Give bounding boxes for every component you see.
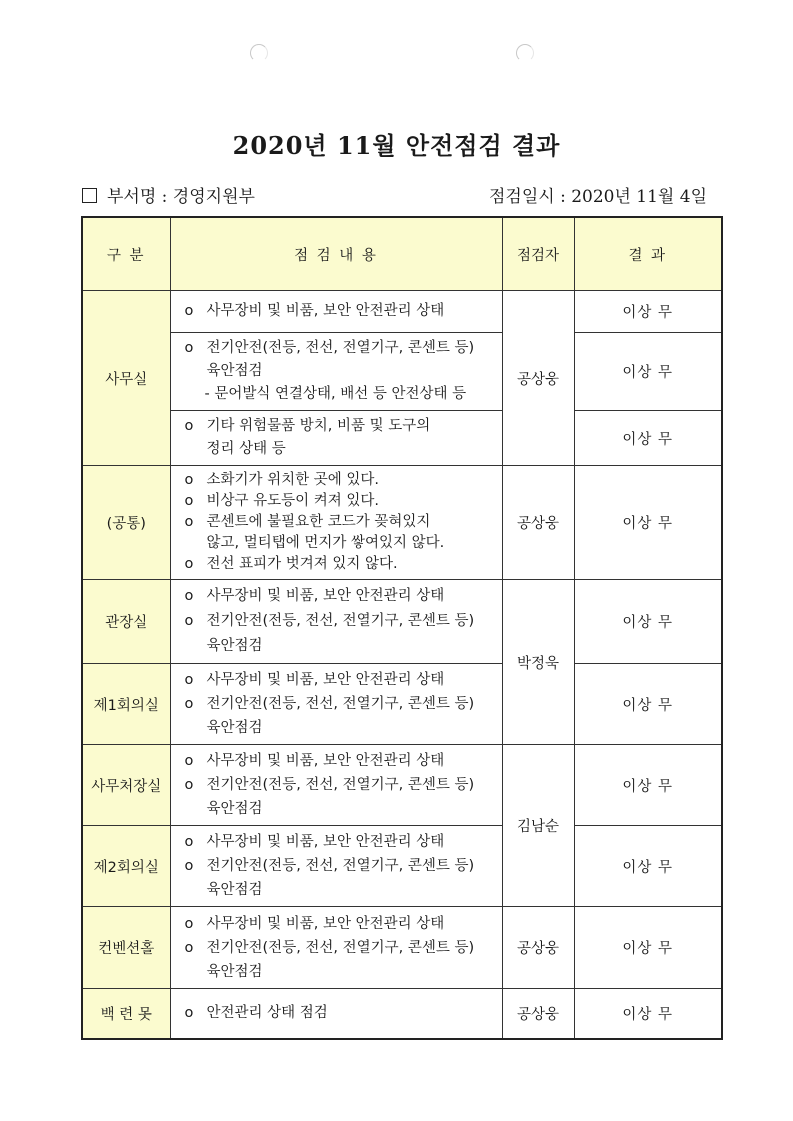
inspector-cell: 박정욱	[502, 580, 574, 745]
category-cell: 사무실	[82, 291, 170, 466]
header-result: 결 과	[574, 217, 722, 291]
table-row	[82, 745, 722, 826]
inspector-cell: 공상웅	[502, 989, 574, 1039]
category-cell: 관장실	[82, 580, 170, 664]
content-cell: o 소화기가 위치한 곳에 있다. o 비상구 유도등이 켜져 있다. o 콘센트에 불필요한 코드가 꽂혀있지 않고, 멀티탭에 먼지가 쌓여있지 않다. o 전선 표피가 벗겨져 있지 않다.	[170, 466, 502, 580]
punch-hole-left	[250, 44, 268, 62]
inspection-table	[81, 216, 723, 1040]
table-row	[82, 411, 722, 466]
result-cell: 이상 무	[574, 664, 722, 745]
content-cell: o 사무장비 및 비품, 보안 안전관리 상태 o 전기안전(전등, 전선, 전열기구, 콘센트 등) 육안점검	[170, 826, 502, 907]
result-cell: 이상 무	[574, 989, 722, 1039]
category-cell: 백 련 못	[82, 989, 170, 1039]
inspector-cell: 공상웅	[502, 466, 574, 580]
result-cell: 이상 무	[574, 291, 722, 333]
table-row	[82, 907, 722, 989]
category-cell: 사무처장실	[82, 745, 170, 826]
content-cell: o 기타 위험물품 방치, 비품 및 도구의 정리 상태 등	[170, 411, 502, 466]
header-content: 점 검 내 용	[170, 217, 502, 291]
checkbox-icon	[82, 188, 97, 203]
content-cell: o 사무장비 및 비품, 보안 안전관리 상태 o 전기안전(전등, 전선, 전열기구, 콘센트 등) 육안점검	[170, 580, 502, 664]
department-name: 부서명 : 경영지원부	[107, 187, 255, 207]
result-cell: 이상 무	[574, 907, 722, 989]
table-row	[82, 989, 722, 1039]
table-row	[82, 580, 722, 664]
inspection-date: 점검일시 : 2020년 11월 4일	[488, 187, 707, 207]
result-cell: 이상 무	[574, 411, 722, 466]
department-line	[82, 182, 255, 207]
content-cell: o 전기안전(전등, 전선, 전열기구, 콘센트 등) 육안점검 - 문어발식 연결상태, 배선 등 안전상태 등	[170, 333, 502, 411]
inspector-cell: 김남순	[502, 745, 574, 907]
table-header-row	[82, 217, 722, 291]
punch-hole-right	[516, 44, 534, 62]
page-title: 2020년 11월 안전점검 결과	[232, 131, 561, 160]
header-category: 구 분	[82, 217, 170, 291]
category-cell: 제2회의실	[82, 826, 170, 907]
table-row	[82, 466, 722, 580]
header-inspector: 점검자	[502, 217, 574, 291]
result-cell: 이상 무	[574, 826, 722, 907]
inspector-cell: 공상웅	[502, 291, 574, 466]
result-cell: 이상 무	[574, 333, 722, 411]
content-cell: o 사무장비 및 비품, 보안 안전관리 상태 o 전기안전(전등, 전선, 전열기구, 콘센트 등) 육안점검	[170, 664, 502, 745]
table-row	[82, 291, 722, 333]
content-cell: o 안전관리 상태 점검	[170, 989, 502, 1039]
category-cell: 컨벤션홀	[82, 907, 170, 989]
content-cell: o 사무장비 및 비품, 보안 안전관리 상태 o 전기안전(전등, 전선, 전열기구, 콘센트 등) 육안점검	[170, 745, 502, 826]
result-cell: 이상 무	[574, 466, 722, 580]
table-row	[82, 826, 722, 907]
content-cell: o 사무장비 및 비품, 보안 안전관리 상태 o 전기안전(전등, 전선, 전열기구, 콘센트 등) 육안점검	[170, 907, 502, 989]
inspector-cell: 공상웅	[502, 907, 574, 989]
category-cell: (공통)	[82, 466, 170, 580]
category-cell: 제1회의실	[82, 664, 170, 745]
content-cell: o 사무장비 및 비품, 보안 안전관리 상태	[170, 291, 502, 333]
table-row	[82, 333, 722, 411]
result-cell: 이상 무	[574, 580, 722, 664]
table-row	[82, 664, 722, 745]
result-cell: 이상 무	[574, 745, 722, 826]
